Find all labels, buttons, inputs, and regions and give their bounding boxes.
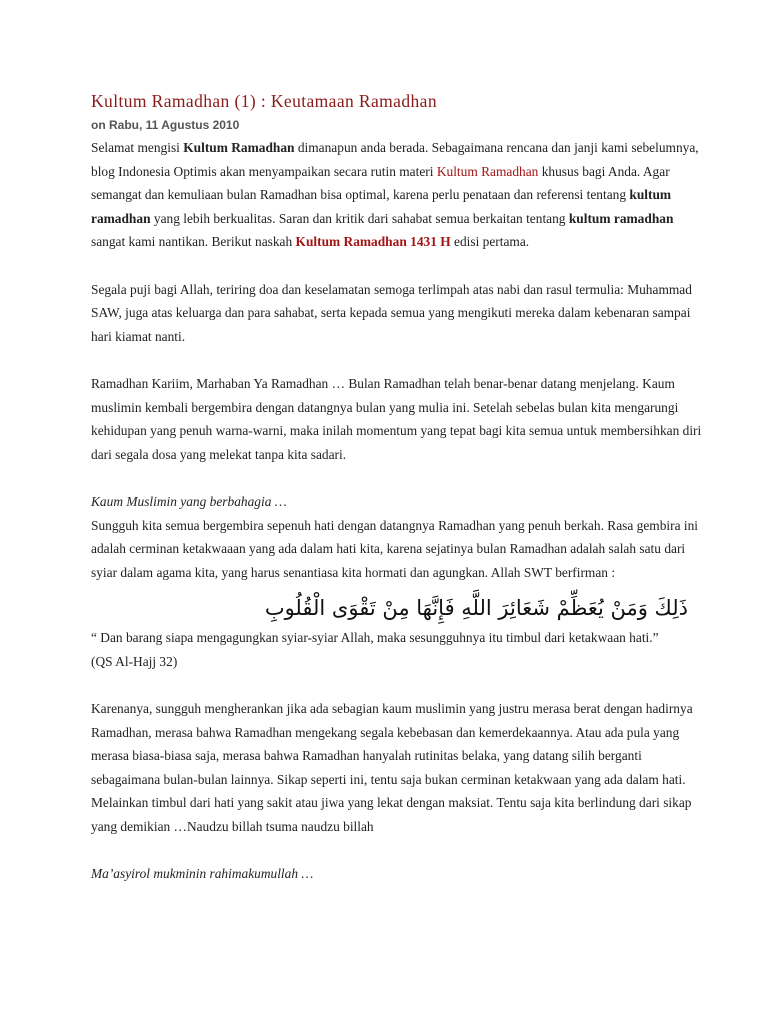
keyword-kultum-ramadhan-3: kultum ramadhan [568, 210, 674, 226]
post-date: on Rabu, 11 Agustus 2010 [91, 118, 240, 132]
paragraph-gembira: Sungguh kita semua bergembira sepenuh hati dengan datangnya Ramadhan yang penuh berkah. Rasa gembira ini adalah cerminan ketakwaaan yang ada dalam hati kita, karena sejatinya bulan Ramadhan adalah salah satu dari syiar dalam agama kita, yang harus senantiasa kita hormati dan agungkan. Allah SWT berfirman : [91, 517, 698, 580]
article-title: Kultum Ramadhan (1) : Keutamaan Ramadhan [91, 91, 437, 111]
intro-text-5: sangat kami nantikan. Berikut naskah [91, 234, 296, 250]
section-heading-kaum-muslimin: Kaum Muslimin yang berbahagia … [91, 493, 287, 509]
link-kultum-ramadhan-1431[interactable]: Kultum Ramadhan 1431 H [295, 234, 451, 250]
paragraph-praise: Segala puji bagi Allah, teriring doa dan keselamatan semoga terlimpah atas nabi dan rasul termulia: Muhammad SAW, juga atas keluarga dan para sahabat, serta kepada semua yang mengikuti mereka dalam kebenaran sampai hari kiamat nanti. [91, 281, 692, 344]
intro-paragraph [91, 136, 708, 254]
section-heading-masyirol: Ma’asyirol mukminin rahimakumullah … [91, 866, 314, 882]
intro-text-2: dimanapun anda berada. Sebagaimana rencana dan janji kami sebelumnya, blog Indonesia Optimis akan menyampaikan secara rutin materi [91, 140, 699, 179]
intro-text-1: Selamat mengisi [91, 140, 184, 155]
link-kultum-ramadhan[interactable]: Kultum Ramadhan [436, 163, 539, 179]
paragraph-karenanya: Karenanya, sungguh mengherankan jika ada sebagian kaum muslimin yang justru merasa berat dengan hadirnya Ramadhan, merasa bahwa Ramadhan mengekang segala kebebasan dan kemerdekaannya. Atau ada pula yang merasa biasa-biasa saja, merasa bahwa Ramadhan hanyalah rutinitas belaka, yang datang silih berganti sebagaimana bulan-bulan lainnya. Sikap seperti ini, tentu saja bukan cerminan ketakwaan yang ada dalam hati. Melainkan timbul dari hati yang sakit atau jiwa yang lekat dengan maksiat. Tentu saja kita berlindung dari sikap yang demikian …Naudzu billah tsuma naudzu billah [91, 701, 693, 835]
intro-text-6: edisi pertama. [450, 234, 530, 250]
keyword-kultum-ramadhan: Kultum Ramadhan [183, 140, 295, 155]
verse-translation: “ Dan barang siapa mengagungkan syiar-syiar Allah, maka sesungguhnya itu timbul dari ketakwaan hati.” [91, 630, 659, 646]
intro-text-3: khusus bagi Anda. Agar semangat dan kemuliaan bulan Ramadhan bisa optimal, karena perlu penataan dan referensi tentang [91, 163, 670, 203]
paragraph-marhaban: Ramadhan Kariim, Marhaban Ya Ramadhan … Bulan Ramadhan telah benar-benar datang menjelang. Kaum muslimin kembali bergembira dengan datangnya bulan yang mulia ini. Setelah sebelas bulan kita mengarungi kehidupan yang penuh warna-warni, maka inilah momentum yang tepat bagi kita semua untuk membersihkan diri dari segala dosa yang melekat tanpa kita sadari. [91, 375, 702, 462]
verse-reference: (QS Al-Hajj 32) [91, 653, 178, 669]
arabic-verse: ذَلِكَ وَمَنْ يُعَظِّمْ شَعَائِرَ اللَّهِ فَإِنَّهَا مِنْ تَقْوَى الْقُلُوبِ [264, 596, 688, 621]
keyword-kultum-ramadhan-2: kultum ramadhan [91, 187, 672, 226]
intro-text-4: yang lebih berkualitas. Saran dan kritik dari sahabat semua berkaitan tentang [150, 210, 569, 226]
